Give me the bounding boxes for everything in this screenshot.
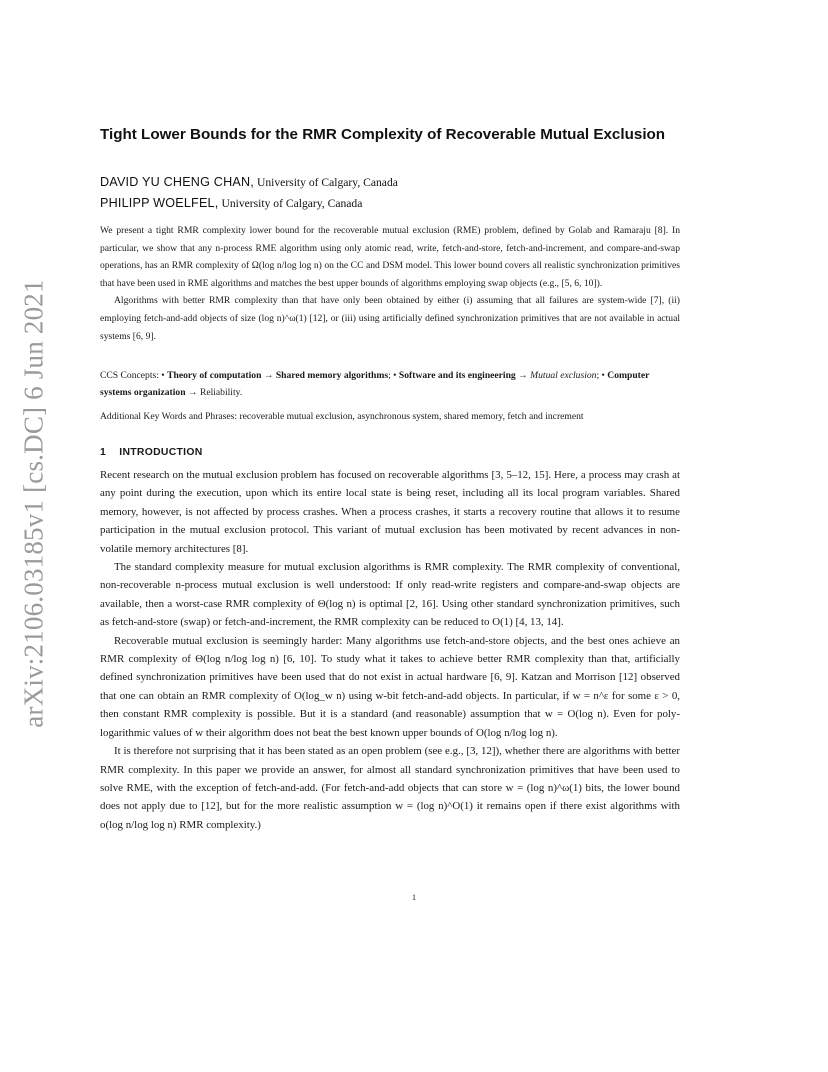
abstract-paragraph-1: We present a tight RMR complexity lower bound for the recoverable mutual exclusion (RME) problem, defined by Golab and Ramaraju [8]. In particular, we show that any n-process RME algorithm using only atomic read, write, fetch-and-store, fetch-and-increment, and compare-and-swap operations, has an RMR complexity of Ω(log n/log log n) on the CC and DSM model. This lower bound covers all realistic synchronization primitives that have been used in RME algorithms and matches the best upper bounds of algorithms employing swap objects (e.g., [5, 6, 10]). [100, 225, 680, 289]
page-number: 1 [411, 892, 417, 902]
author-1 [100, 175, 398, 190]
abstract-paragraph-2: Algorithms with better RMR complexity than that have only been obtained by either (i) assuming that all failures are system-wide [7], (ii) employing fetch-and-add objects of size (log n)^ω(1) [12], or (iii) using artificially defined synchronization primitives that are not available in actual systems [6, 9]. [100, 295, 680, 342]
ccs-concept-1: Theory of computation [167, 370, 262, 381]
author-affiliation: University of Calgary, Canada [221, 197, 363, 210]
author-name: DAVID YU CHENG CHAN, [100, 175, 254, 189]
intro-paragraph-1: Recent research on the mutual exclusion problem has focused on recoverable algorithms [3, 5–12, 15]. Here, a process may crash at any point during the execution, upon which its entire local state is being reset, including all its local program variables. Shared memory, however, is not affected by process crashes. When a process crashes, it starts a recovery routine that allows it to resume participation in the mutual exclusion protocol. This variant of mutual exclusion has been motivated by recent advances in non-volatile memory architectures [8]. [100, 469, 680, 555]
ccs-concept-2: Software and its engineering [398, 370, 516, 381]
intro-paragraph-3: Recoverable mutual exclusion is seemingly harder: Many algorithms use fetch-and-store objects, and the best ones achieve an RMR complexity of Θ(log n/log log n) [6, 10]. To study what it takes to achieve better RMR complexity than that, artificially defined synchronization primitives have been used that do not exist in actual hardware [6, 9]. Katzan and Morrison [12] observed that one can obtain an RMR complexity of O(log_w n) using w-bit fetch-and-add objects. In particular, if w = n^ε for some ε > 0, then constant RMR complexity is possible. But it is a standard (and reasonable) assumption that w = O(log n). Even for poly-logarithmic values of w their algorithm does not beat the best known upper bounds of O(log n/log log n). [100, 634, 680, 739]
keywords: Additional Key Words and Phrases: recoverable mutual exclusion, asynchronous system, shared memory, fetch and increment [100, 411, 584, 422]
ccs-concept-3: Computer systems organization [100, 370, 650, 398]
author-name: PHILIPP WOELFEL, [100, 196, 219, 210]
introduction-body [100, 466, 680, 834]
intro-paragraph-4: It is therefore not surprising that it has been stated as an open problem (see e.g., [3, 12]), whether there are algorithms with better RMR complexity. In this paper we provide an answer, for almost all standard synchronization primitives that have been used to solve RME, with the exception of fetch-and-add. (For fetch-and-add objects that can store w = (log n)^ω(1) bits, the lower bound does not apply due to [12], but for the more realistic assumption w = (log n)^O(1) it remains open if there exist algorithms with o(log n/log log n) RMR complexity.) [100, 745, 680, 831]
arxiv-stamp-text: arXiv:2106.03185v1 [cs.DC] 6 Jun 2021 [18, 278, 49, 728]
section-heading [100, 447, 203, 458]
ccs-prefix: CCS Concepts: • [100, 370, 165, 381]
intro-paragraph-2: The standard complexity measure for mutual exclusion algorithms is RMR complexity. The RMR complexity of conventional, non-recoverable n-process mutual exclusion is well understood: If only read-write registers and compare-and-swap objects are available, then a worst-case RMR complexity of Θ(log n) is optimal [2, 16]. Using other standard synchronization primitives, such as fetch-and-store (swap) or fetch-and-increment, the RMR complexity can be reduced to O(1) [4, 13, 14]. [100, 561, 680, 629]
author-affiliation: University of Calgary, Canada [256, 176, 398, 189]
section-title: INTRODUCTION [119, 447, 203, 458]
author-2 [100, 196, 362, 211]
ccs-concept-2-sub: Mutual exclusion [530, 370, 597, 381]
section-number: 1 [100, 447, 107, 458]
abstract [100, 222, 680, 345]
paper-title: Tight Lower Bounds for the RMR Complexity of Recoverable Mutual Exclusion [100, 126, 666, 143]
ccs-concept-1-sub: Shared memory algorithms [275, 370, 389, 381]
arxiv-stamp [14, 268, 54, 738]
ccs-concepts: CCS Concepts: • Theory of computation → Shared memory algorithms; • Software and its engineering → Mutual exclusion; • Computer systems organization → Reliability. [100, 370, 650, 398]
ccs-concept-3-sub: Reliability. [199, 387, 243, 398]
